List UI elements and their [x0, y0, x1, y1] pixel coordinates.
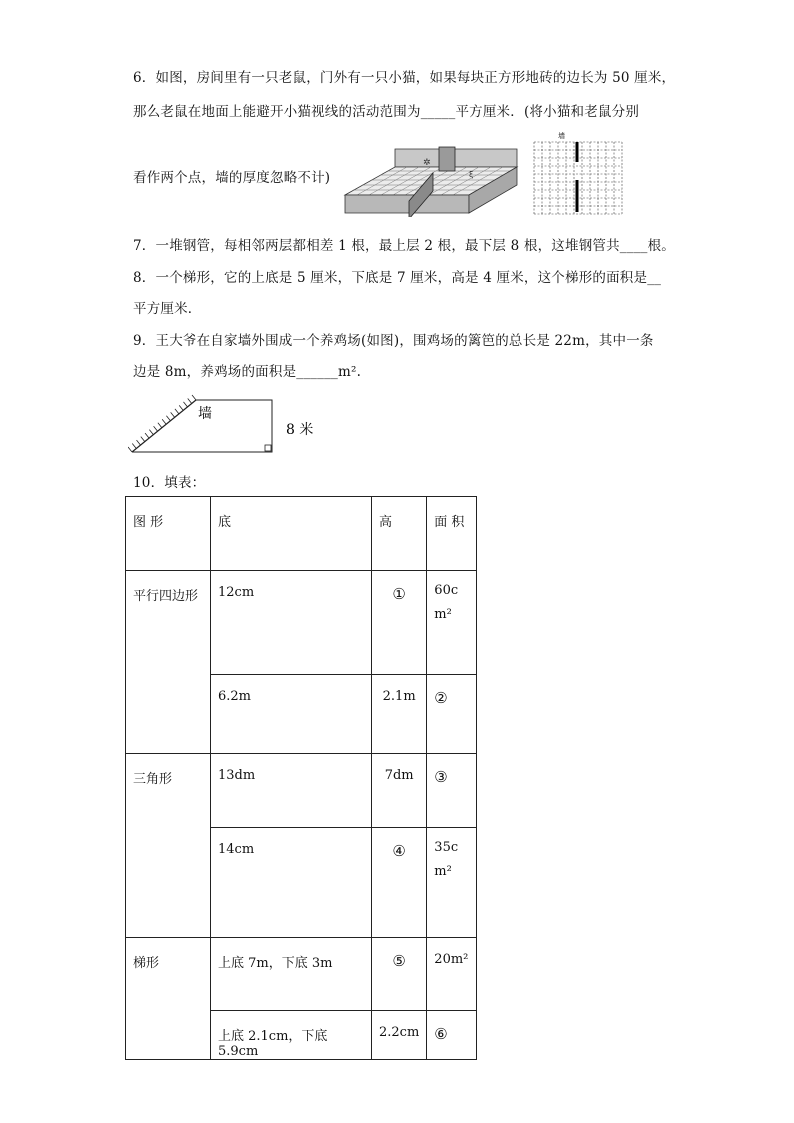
fill-table: [125, 496, 477, 1060]
height-cell: 2.1m: [372, 675, 427, 754]
base-cell: 6.2m: [211, 675, 372, 754]
height-cell: [372, 828, 427, 938]
coop-side-label: 8 米: [286, 422, 314, 438]
q7-line-1: 7．一堆钢管，每相邻两层都相差 1 根，最上层 2 根，最下层 8 根，这堆钢管共____根。: [133, 238, 676, 254]
height-cell: 2.2cm: [372, 1011, 427, 1060]
header-base: 底: [211, 497, 372, 571]
area-cell: [427, 675, 477, 754]
q8-line-1: 8．一个梯形，它的上底是 5 厘米，下底是 7 厘米，高是 4 厘米，这个梯形的面积是__: [133, 270, 662, 286]
area-cell: 35cm²: [427, 828, 477, 938]
base-cell: 14cm: [211, 828, 372, 938]
grid-floor-figure: [530, 130, 628, 216]
header-height: 高: [372, 497, 427, 571]
height-cell: [372, 938, 427, 1011]
shape-cell: 平行四边形: [126, 571, 211, 754]
area-cell: 20m²: [427, 938, 477, 1011]
table-row: [126, 571, 477, 675]
height-cell: 7dm: [372, 754, 427, 828]
base-cell: 13dm: [211, 754, 372, 828]
blank-marker: ⑤: [392, 952, 406, 970]
q6-line-2: 那么老鼠在地面上能避开小猫视线的活动范围为_____平方厘米．(将小猫和老鼠分别: [133, 104, 640, 120]
header-shape: 图 形: [126, 497, 211, 571]
area-cell: 60cm²: [427, 571, 477, 675]
header-area: 面 积: [427, 497, 477, 571]
q9-line-2: 边是 8m，养鸡场的面积是______m².: [133, 364, 362, 380]
base-cell: 上底 7m，下底 3m: [211, 938, 372, 1011]
table-row: [126, 754, 477, 828]
svg-text:✲: ✲: [423, 158, 431, 168]
coop-wall-label: 墙: [198, 406, 212, 422]
q6-line-1: 6．如图，房间里有一只老鼠，门外有一只小猫，如果每块正方形地砖的边长为 50 厘米，: [133, 70, 676, 86]
height-cell: [372, 571, 427, 675]
q6-line-3: 看作两个点，墙的厚度忽略不计): [133, 170, 331, 186]
q10-title: 10．填表：: [133, 475, 206, 491]
chicken-coop-figure: [128, 390, 328, 456]
grid-wall-label: 墙: [558, 132, 565, 140]
table-header-row: [126, 497, 477, 571]
blank-marker: ①: [392, 585, 406, 603]
blank-marker: ③: [434, 768, 448, 786]
blank-marker: ⑥: [434, 1025, 448, 1043]
table-row: [126, 938, 477, 1011]
blank-marker: ②: [434, 689, 448, 707]
q8-line-2: 平方厘米．: [133, 301, 202, 317]
area-cell: [427, 754, 477, 828]
base-cell: 上底 2.1cm，下底 5.9cm: [211, 1011, 372, 1060]
blank-marker: ④: [392, 842, 406, 860]
base-cell: 12cm: [211, 571, 372, 675]
svg-text:ξ: ξ: [469, 170, 474, 179]
area-cell: [427, 1011, 477, 1060]
shape-cell: 梯形: [126, 938, 211, 1060]
shape-cell: 三角形: [126, 754, 211, 938]
q9-line-1: 9．王大爷在自家墙外围成一个养鸡场(如图)，围鸡场的篱笆的总长是 22m，其中一条: [133, 333, 654, 349]
room-3d-figure: [343, 143, 521, 217]
